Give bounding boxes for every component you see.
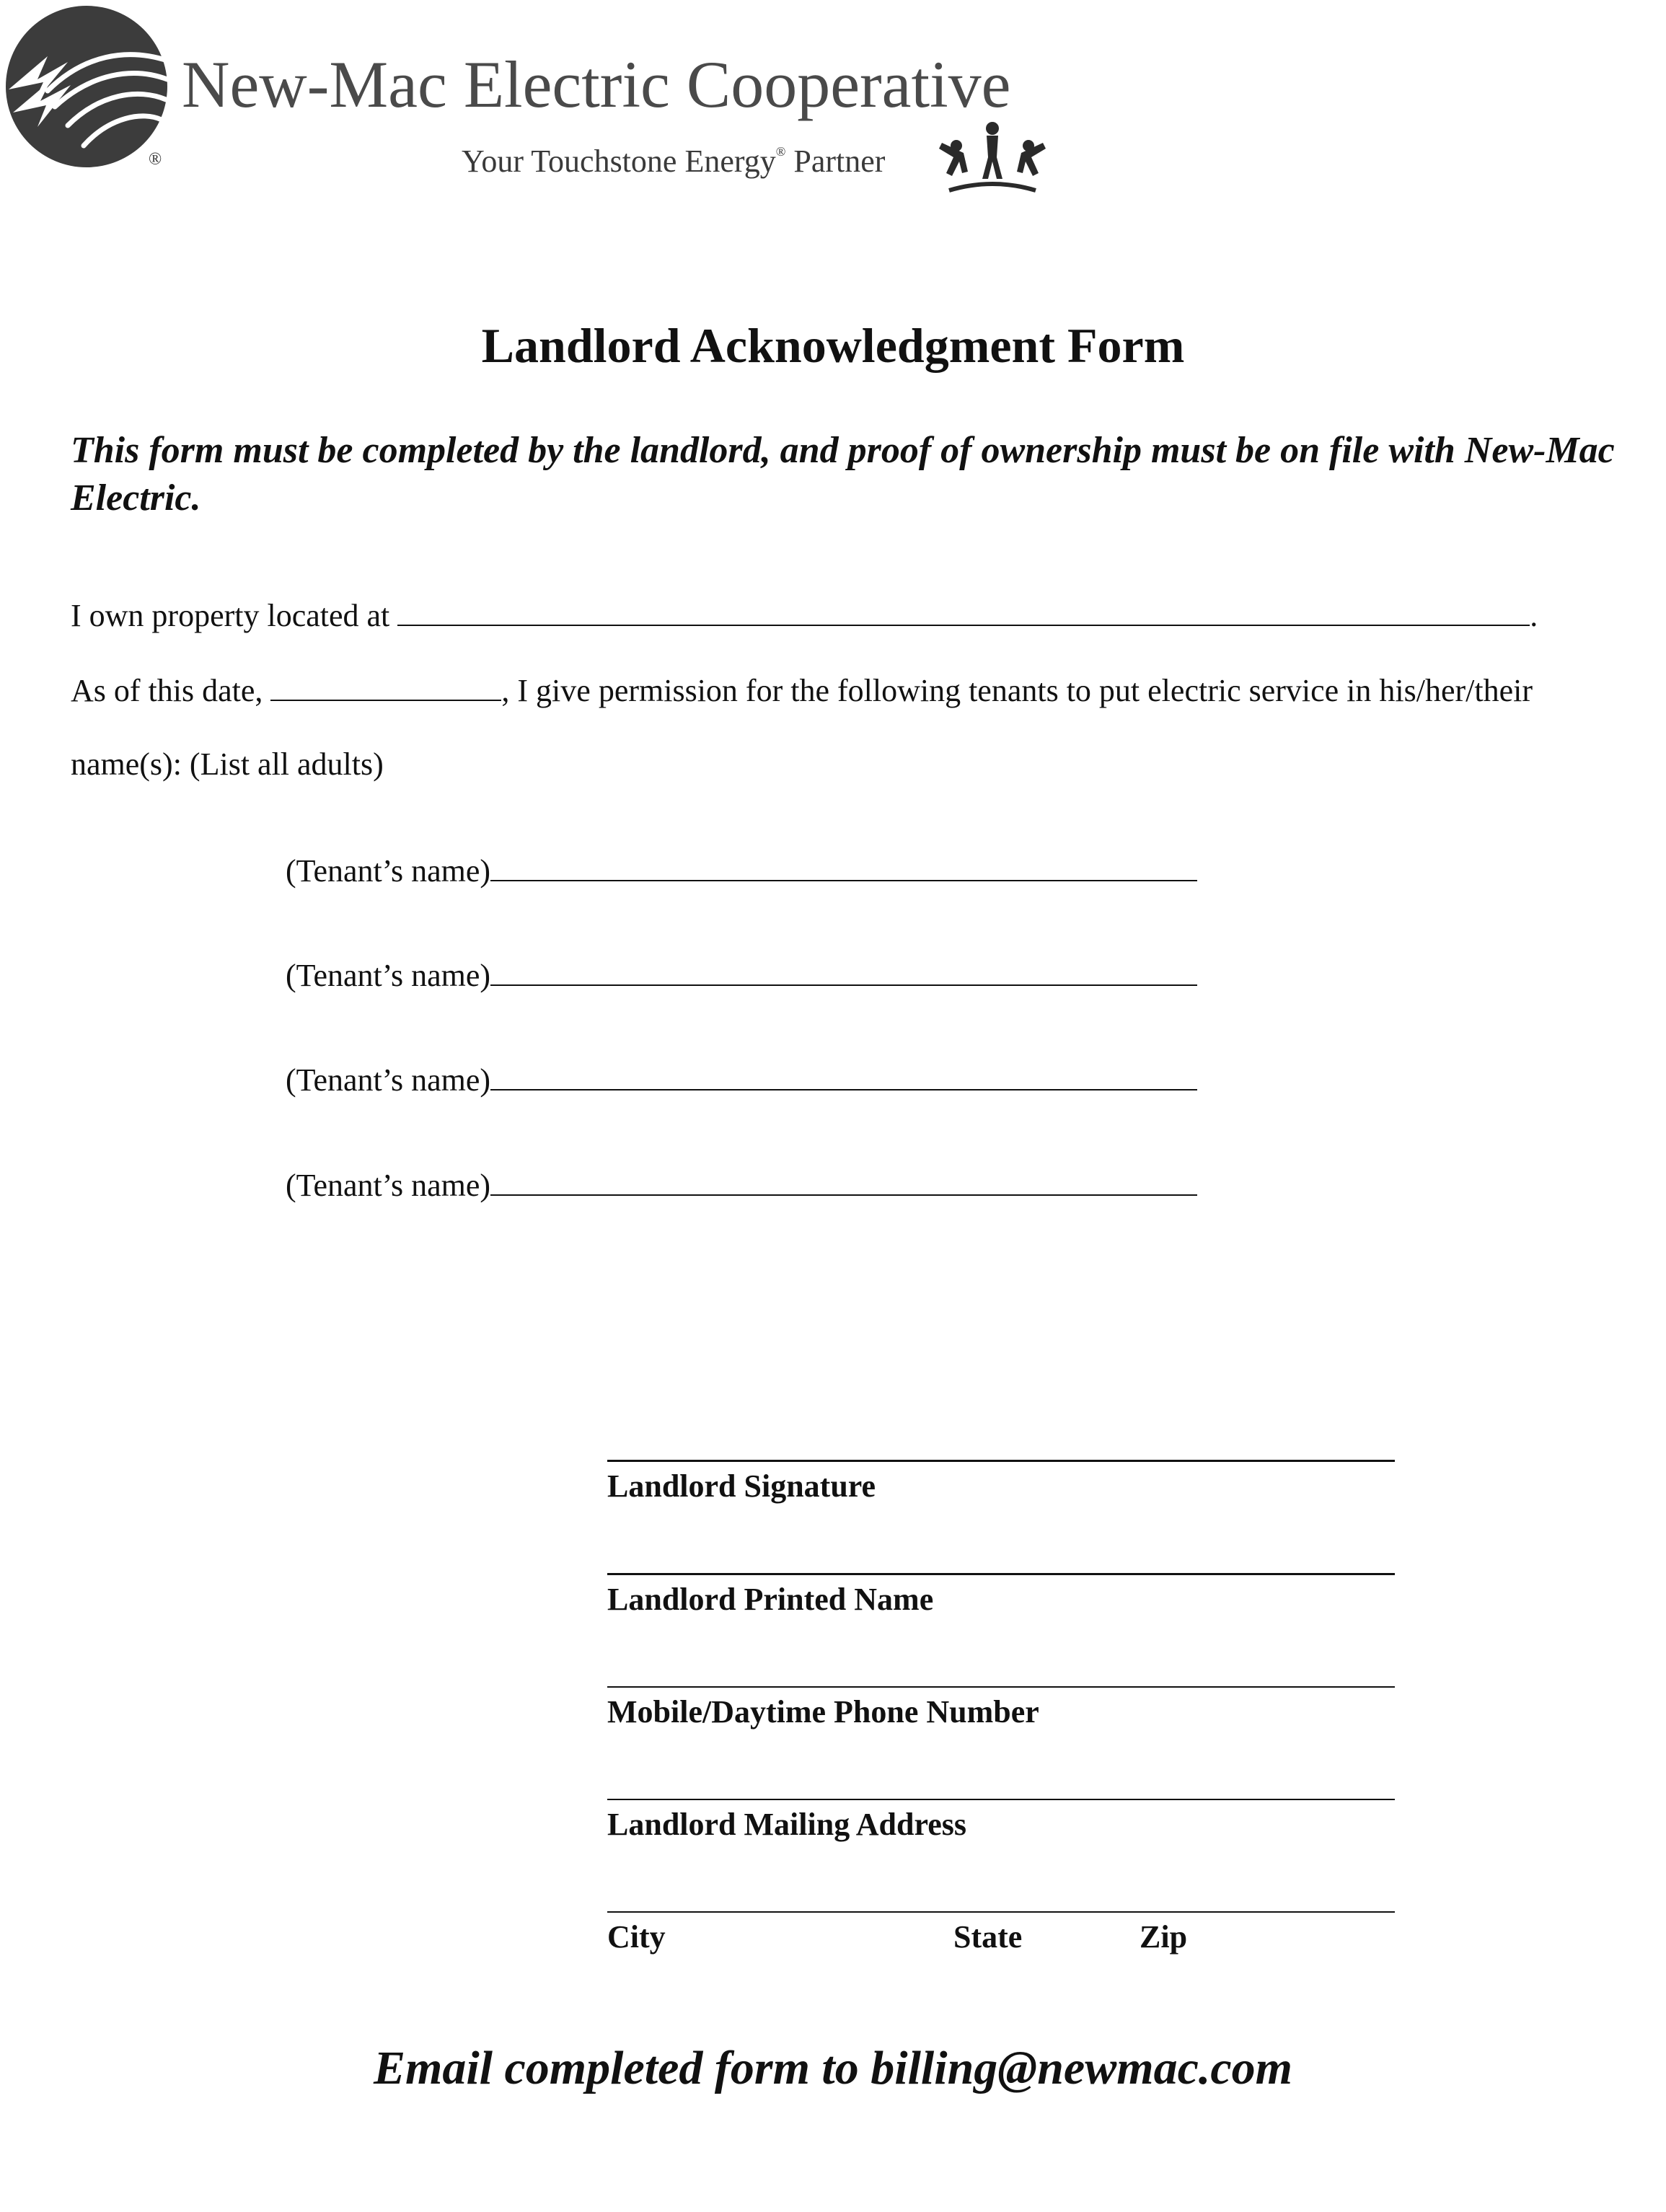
tenant-name-field[interactable] (490, 1166, 1197, 1196)
tenant-row (286, 1060, 1197, 1098)
tagline-partner: Partner (785, 144, 886, 179)
logo-registered-mark: ® (149, 150, 162, 169)
zip-label: Zip (1140, 1919, 1188, 1955)
tenant-label: (Tenant’s name) (286, 1168, 491, 1203)
permission-line (71, 671, 1533, 709)
date-field[interactable] (270, 671, 501, 701)
tagline-registered-mark: ® (775, 144, 786, 159)
landlord-signature-block (607, 1460, 1395, 1505)
tenant-row (286, 851, 1197, 889)
landlord-signature-field[interactable] (607, 1460, 1395, 1462)
names-instruction: name(s): (List all adults) (71, 746, 384, 782)
city-state-zip-labels (607, 1918, 1395, 1956)
tenant-label: (Tenant’s name) (286, 958, 491, 993)
tenant-row (286, 956, 1197, 994)
tenant-name-field[interactable] (490, 851, 1197, 881)
tenant-label: (Tenant’s name) (286, 1062, 491, 1098)
date-prefix: As of this date, (71, 673, 263, 708)
form-title: Landlord Acknowledgment Form (481, 318, 1185, 373)
property-line (71, 596, 1538, 634)
city-state-zip-field[interactable] (607, 1911, 1395, 1913)
tagline-text: Your Touchstone Energy (462, 144, 776, 179)
form-intro: This form must be completed by the landlord, and proof of ownership must be on file with New-Mac Electric. (71, 430, 1615, 519)
touchstone-energy-people-icon (935, 121, 1050, 199)
landlord-signature-label: Landlord Signature (607, 1468, 876, 1504)
company-name: New-Mac Electric Cooperative (182, 48, 1011, 121)
phone-block (607, 1686, 1395, 1731)
city-state-zip-block (607, 1911, 1395, 1956)
landlord-printed-name-block (607, 1573, 1395, 1618)
state-label: State (953, 1919, 1023, 1955)
tagline (462, 143, 885, 180)
email-instruction: Email completed form to billing@newmac.com (373, 2042, 1292, 2094)
phone-label: Mobile/Daytime Phone Number (607, 1694, 1039, 1729)
tenant-label: (Tenant’s name) (286, 853, 491, 889)
landlord-printed-name-field[interactable] (607, 1573, 1395, 1575)
property-address-field[interactable] (397, 596, 1530, 626)
tenant-name-field[interactable] (490, 956, 1197, 986)
tenant-row (286, 1166, 1197, 1204)
property-suffix: . (1530, 598, 1538, 633)
city-label: City (607, 1919, 666, 1955)
permission-text: , I give permission for the following tenants to put electric service in his/her/their (501, 673, 1533, 708)
landlord-printed-name-label: Landlord Printed Name (607, 1582, 934, 1617)
phone-field[interactable] (607, 1686, 1395, 1688)
mailing-address-block (607, 1799, 1395, 1843)
mailing-address-field[interactable] (607, 1799, 1395, 1800)
tenant-name-field[interactable] (490, 1060, 1197, 1090)
mailing-address-label: Landlord Mailing Address (607, 1807, 966, 1842)
cooperative-logo-icon (4, 4, 169, 169)
property-prefix: I own property located at (71, 598, 390, 633)
